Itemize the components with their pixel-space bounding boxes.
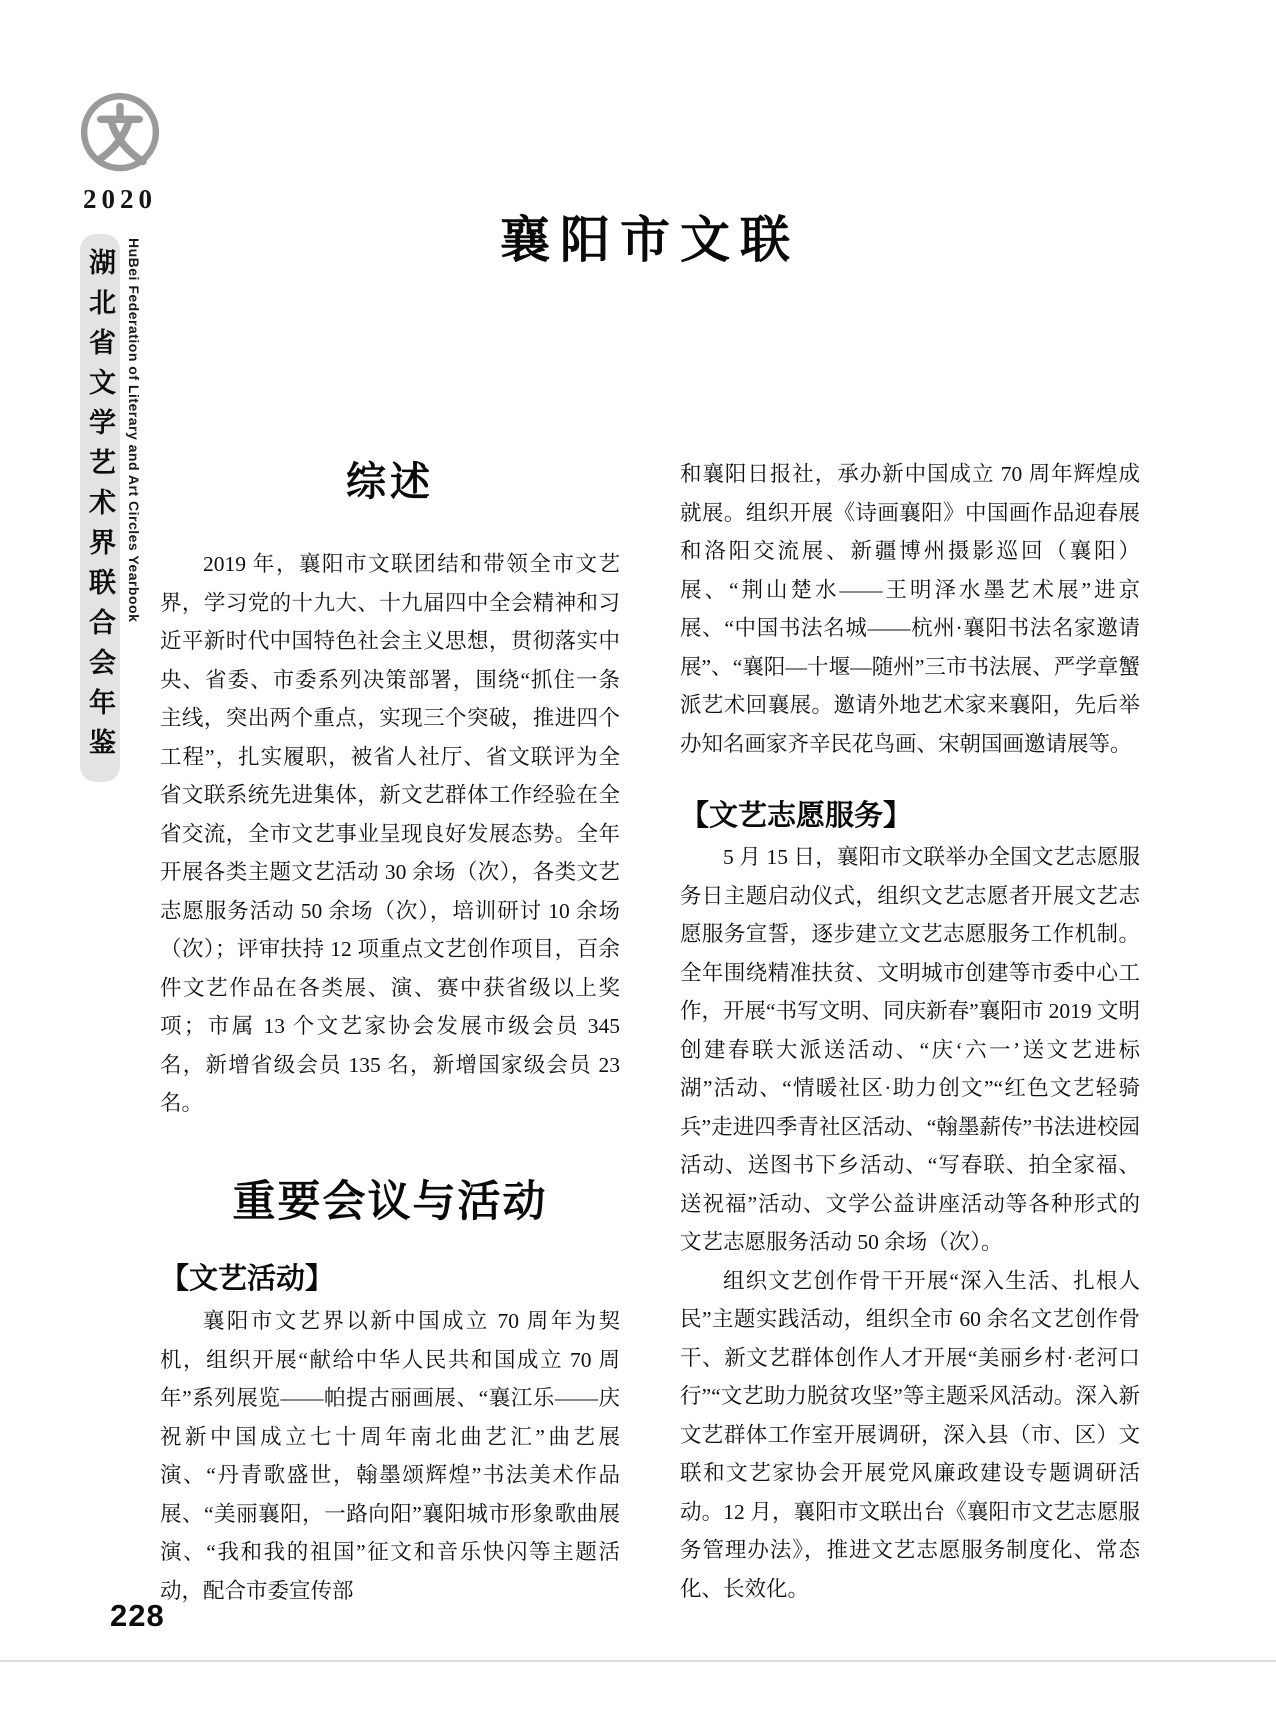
activities-paragraph-part2: 和襄阳日报社，承办新中国成立 70 周年辉煌成就展。组织开展《诗画襄阳》中国画作品迎春展和洛阳交流展、新疆博州摄影巡回（襄阳）展、“荆山楚水——王明泽水墨艺术展”进京展、“中国书法名城——杭州·襄阳书法名家邀请展”、“襄阳—十堰—随州”三市书法展、严学章蟹派艺术回襄展。邀请外地艺术家来襄阳，先后举办知名画家齐辛民花鸟画、宋朝国画邀请展等。	[680, 462, 1140, 756]
section-heading-overview: 综述	[346, 460, 434, 504]
activities-paragraph-right-column	[680, 455, 1140, 763]
page-number: 228	[110, 1598, 165, 1633]
sidebar-title-chinese: 湖北省文学艺术界联合会年鉴	[80, 234, 120, 782]
activities-paragraph-left-column	[160, 1302, 620, 1610]
overview-paragraph	[160, 545, 620, 1123]
year-badge: 2020	[83, 184, 157, 214]
sidebar-title-english: HuBei Federation of Literary and Art Circles Yearbook	[126, 238, 142, 623]
subsection-label-activities: 【文艺活动】	[160, 1263, 335, 1295]
page-title: 襄阳市文联	[500, 212, 800, 268]
federation-logo-icon	[70, 88, 170, 180]
volunteer-paragraphs	[680, 838, 1140, 1608]
subsection-label-volunteer: 【文艺志愿服务】	[680, 800, 913, 832]
volunteer-paragraph-2: 组织文艺创作骨干开展“深入生活、扎根人民”主题实践活动，组织全市 60 余名文艺创作骨干、新文艺群体创作人才开展“美丽乡村·老河口行”“文艺助力脱贫攻坚”等主题采风活动。深入新文艺群体工作室开展调研，深入县（市、区）文联和文艺家协会开展党风廉政建设专题调研活动。12 月，襄阳市文联出台《襄阳市文艺志愿服务管理办法》，推进文艺志愿服务制度化、常态化、长效化。	[680, 1268, 1140, 1601]
overview-paragraph-text: 2019 年，襄阳市文联团结和带领全市文艺界，学习党的十九大、十九届四中全会精神和习近平新时代中国特色社会主义思想，贯彻落实中央、省委、市委系列决策部署，围绕“抓住一条主线，突出两个重点，实现三个突破，推进四个工程”，扎实履职，被省人社厅、省文联评为全省文联系统先进集体，新文艺群体工作经验在全省交流，全市文艺事业呈现良好发展态势。全年开展各类主题文艺活动 30 余场（次），各类文艺志愿服务活动 50 余场（次），培训研讨 10 余场（次）；评审扶持 12 项重点文艺创作项目，百余件文艺作品在各类展、演、赛中获省级以上奖项；市属 13 个文艺家协会发展市级会员 345 名，新增省级会员 135 名，新增国家级会员 23 名。	[160, 552, 620, 1115]
logo-block	[70, 88, 170, 215]
section-heading-meetings: 重要会议与活动	[232, 1178, 548, 1226]
activities-paragraph-part1: 襄阳市文艺界以新中国成立 70 周年为契机，组织开展“献给中华人民共和国成立 70 周年”系列展览——帕提古丽画展、“襄江乐——庆祝新中国成立七十周年南北曲艺汇”曲艺展演、“丹青歌盛世，翰墨颂辉煌”书法美术作品展、“美丽襄阳，一路向阳”襄阳城市形象歌曲展演、“我和我的祖国”征文和音乐快闪等主题活动，配合市委宣传部	[160, 1309, 620, 1603]
footer-rule	[0, 1660, 1276, 1662]
volunteer-paragraph-1: 5 月 15 日，襄阳市文联举办全国文艺志愿服务日主题启动仪式，组织文艺志愿者开展文艺志愿服务宣誓，逐步建立文艺志愿服务工作机制。全年围绕精准扶贫、文明城市创建等市委中心工作，开展“书写文明、同庆新春”襄阳市 2019 文明创建春联大派送活动、“庆‘六一’送文艺进标湖”活动、“情暖社区·助力创文”“红色文艺轻骑兵”走进四季青社区活动、“翰墨薪传”书法进校园活动、送图书下乡活动、“写春联、拍全家福、送祝福”活动、文学公益讲座活动等各种形式的文艺志愿服务活动 50 余场（次）。	[680, 845, 1140, 1254]
